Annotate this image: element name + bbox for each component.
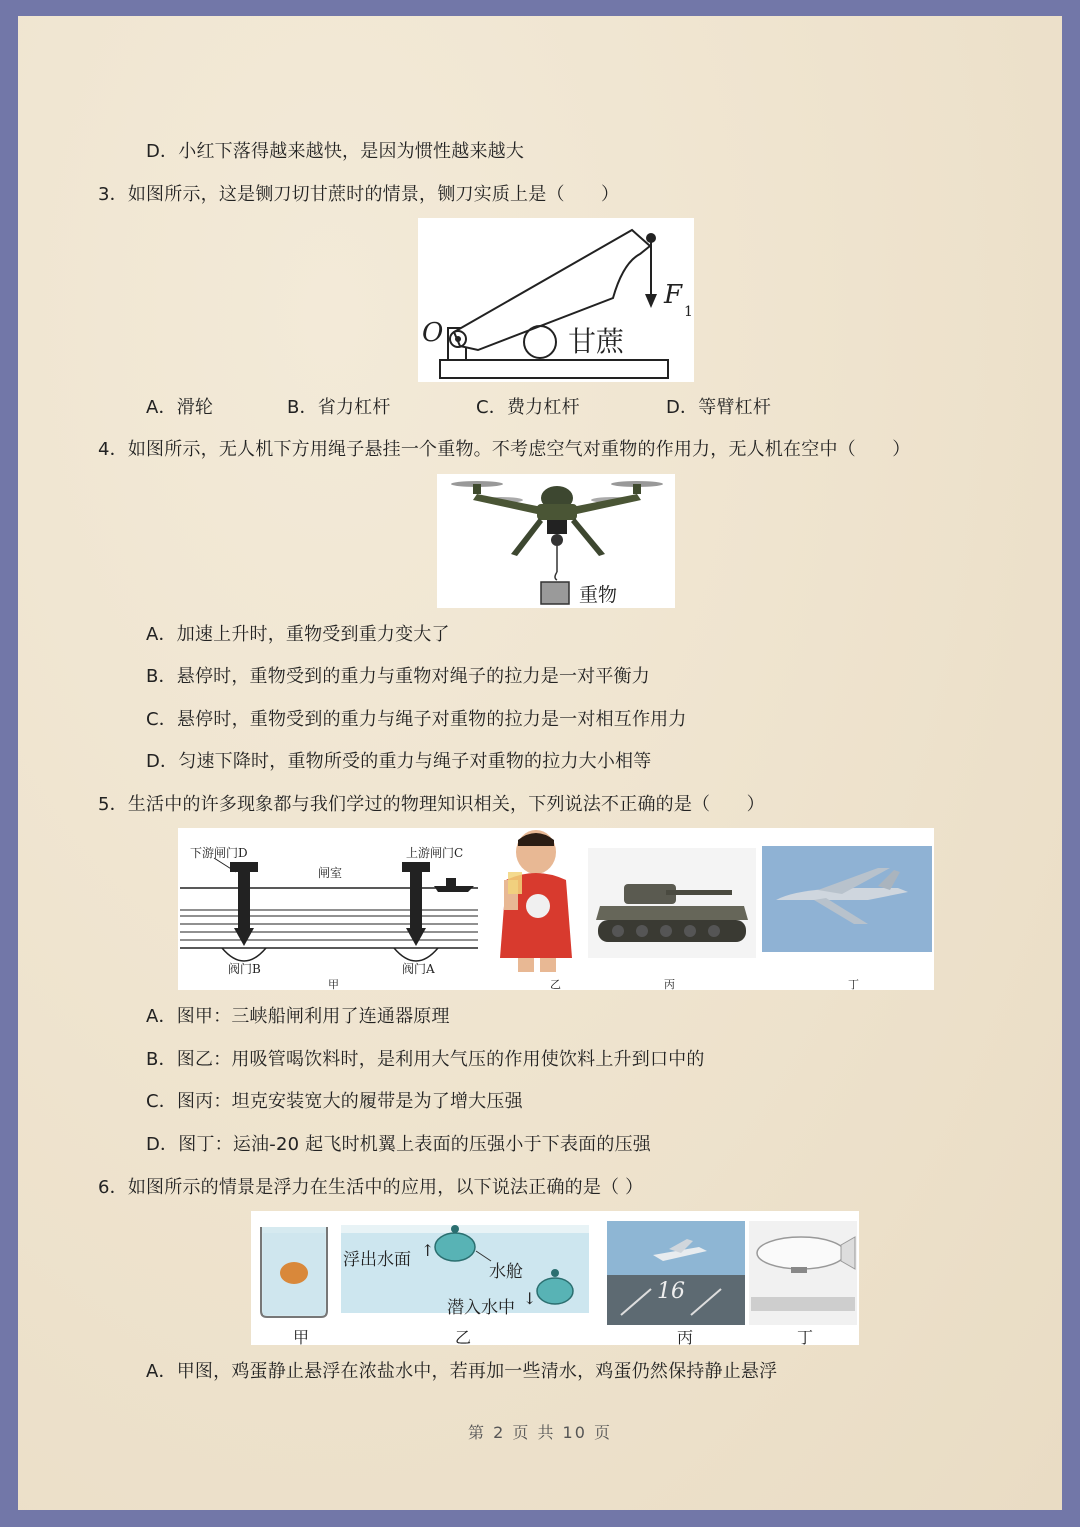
drone-image bbox=[437, 474, 675, 608]
valve-b-label: 阀门B bbox=[228, 962, 261, 976]
q3-option-a: A．滑轮 bbox=[146, 397, 214, 418]
caption-ding: 丁 bbox=[797, 1328, 814, 1345]
cane-label: 甘蔗 bbox=[568, 325, 625, 358]
pivot-label: O bbox=[422, 318, 444, 348]
q4-option-c: C．悬停时，重物受到的重力与绳子对重物的拉力是一对相互作用力 bbox=[146, 709, 687, 730]
figure-q6-drawings bbox=[251, 1211, 859, 1345]
figure-q5-drawings bbox=[178, 828, 934, 990]
q3-option-c: C．费力杠杆 bbox=[476, 397, 580, 418]
boy-drinking-photo bbox=[500, 830, 572, 972]
q6-option-a: A．甲图，鸡蛋静止悬浮在浓盐水中，若再加一些清水，鸡蛋仍然保持静止悬浮 bbox=[146, 1361, 778, 1382]
q2-option-d: D．小红下落得越来越快，是因为惯性越来越大 bbox=[146, 141, 525, 162]
q5-option-a: A．图甲：三峡船闸利用了连通器原理 bbox=[146, 1006, 450, 1027]
valve-a-label: 阀门A bbox=[402, 962, 435, 976]
force-label: F bbox=[664, 280, 683, 310]
figure-q4-drone bbox=[437, 474, 675, 608]
figure-q6-strip bbox=[251, 1211, 859, 1345]
q3-option-d: D．等臂杠杆 bbox=[666, 397, 772, 418]
q5-option-c: C．图丙：坦克安装宽大的履带是为了增大压强 bbox=[146, 1091, 523, 1112]
caption-bing: 丙 bbox=[677, 1328, 694, 1345]
question-5: 5．生活中的许多现象都与我们学过的物理知识相关，下列说法不正确的是（ ） bbox=[98, 794, 765, 815]
cutter-diagram bbox=[418, 218, 694, 382]
caption-bing: 丙 bbox=[664, 978, 675, 990]
beaker-egg bbox=[261, 1227, 327, 1317]
caption-yi: 乙 bbox=[455, 1328, 472, 1345]
tank-photo bbox=[588, 848, 756, 958]
force-subscript: 1 bbox=[684, 304, 693, 320]
q4-option-b: B．悬停时，重物受到的重力与重物对绳子的拉力是一对平衡力 bbox=[146, 666, 650, 687]
dive-label: 潜入水中 bbox=[447, 1298, 515, 1318]
up-arrow-icon: ↑ bbox=[421, 1241, 435, 1260]
caption-ding: 丁 bbox=[848, 978, 859, 990]
weight-label: 重物 bbox=[579, 584, 618, 606]
lock-chamber-label: 闸室 bbox=[318, 866, 343, 880]
float-up-label: 浮出水面 bbox=[343, 1250, 411, 1270]
airship-photo bbox=[749, 1221, 857, 1325]
q5-option-d: D．图丁：运油-20 起飞时机翼上表面的压强小于下表面的压强 bbox=[146, 1134, 651, 1155]
carrier-jet-photo bbox=[607, 1221, 745, 1325]
question-3: 3．如图所示，这是铡刀切甘蔗时的情景，铡刀实质上是（ ） bbox=[98, 184, 620, 205]
deck-number: 16 bbox=[657, 1279, 685, 1304]
q4-option-d: D．匀速下降时，重物所受的重力与绳子对重物的拉力大小相等 bbox=[146, 751, 652, 772]
aircraft-photo bbox=[762, 846, 932, 952]
question-6: 6．如图所示的情景是浮力在生活中的应用，以下说法正确的是（ ） bbox=[98, 1177, 644, 1198]
down-arrow-icon: ↓ bbox=[523, 1289, 537, 1308]
water-tank-label: 水舱 bbox=[489, 1262, 523, 1282]
caption-yi: 乙 bbox=[550, 978, 561, 990]
question-4: 4．如图所示，无人机下方用绳子悬挂一个重物。不考虑空气对重物的作用力，无人机在空中（ ） bbox=[98, 439, 911, 460]
figure-q3-cutter bbox=[418, 218, 694, 382]
page-footer: 第 2 页 共 10 页 bbox=[468, 1423, 612, 1442]
figure-q5-strip bbox=[178, 828, 934, 990]
q4-option-a: A．加速上升时，重物受到重力变大了 bbox=[146, 624, 450, 645]
caption-jia: 甲 bbox=[328, 978, 339, 990]
upper-gate-label: 上游闸门C bbox=[406, 846, 464, 860]
lower-gate-label: 下游闸门D bbox=[190, 846, 248, 860]
caption-jia: 甲 bbox=[293, 1328, 310, 1345]
q3-option-b: B．省力杠杆 bbox=[287, 397, 391, 418]
q5-option-b: B．图乙：用吸管喝饮料时，是利用大气压的作用使饮料上升到口中的 bbox=[146, 1049, 705, 1070]
